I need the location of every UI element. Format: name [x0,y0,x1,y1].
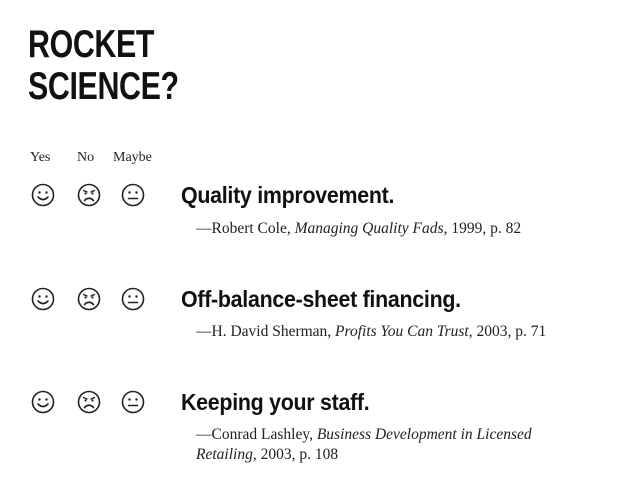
neutral-face-icon[interactable] [121,390,145,414]
item-title: Quality improvement. [181,182,395,208]
title-line-2: SCIENCE? [28,65,179,108]
citation [196,219,596,239]
citation-work-title: Business Development in Licensed Retailing [196,426,532,463]
smiley-face-icon[interactable] [31,287,55,311]
smiley-face-icon[interactable] [31,390,55,414]
citation-author: —Robert Cole, [196,220,295,237]
item-title: Off-balance-sheet financing. [181,286,461,312]
frowning-face-icon[interactable] [77,390,101,414]
column-header-no: No [77,150,95,165]
frowning-face-icon[interactable] [77,287,101,311]
smiley-face-icon[interactable] [31,183,55,207]
citation [196,322,596,342]
neutral-face-icon[interactable] [121,287,145,311]
neutral-face-icon[interactable] [121,183,145,207]
page-title [28,24,184,108]
column-header-maybe: Maybe [113,150,152,165]
citation-details: , 2003, p. 71 [468,323,547,340]
citation [196,425,596,465]
title-line-1: ROCKET [28,23,155,66]
citation-work-title: Managing Quality Fads [294,220,444,237]
citation-author: —Conrad Lashley, [196,426,317,443]
column-header-yes: Yes [30,150,51,165]
citation-work-title: Profits You Can Trust [335,323,469,340]
citation-author: —H. David Sherman, [196,323,336,340]
item-title: Keeping your staff. [181,389,370,415]
frowning-face-icon[interactable] [77,183,101,207]
citation-details: , 2003, p. 108 [252,446,339,463]
citation-details: , 1999, p. 82 [443,220,522,237]
